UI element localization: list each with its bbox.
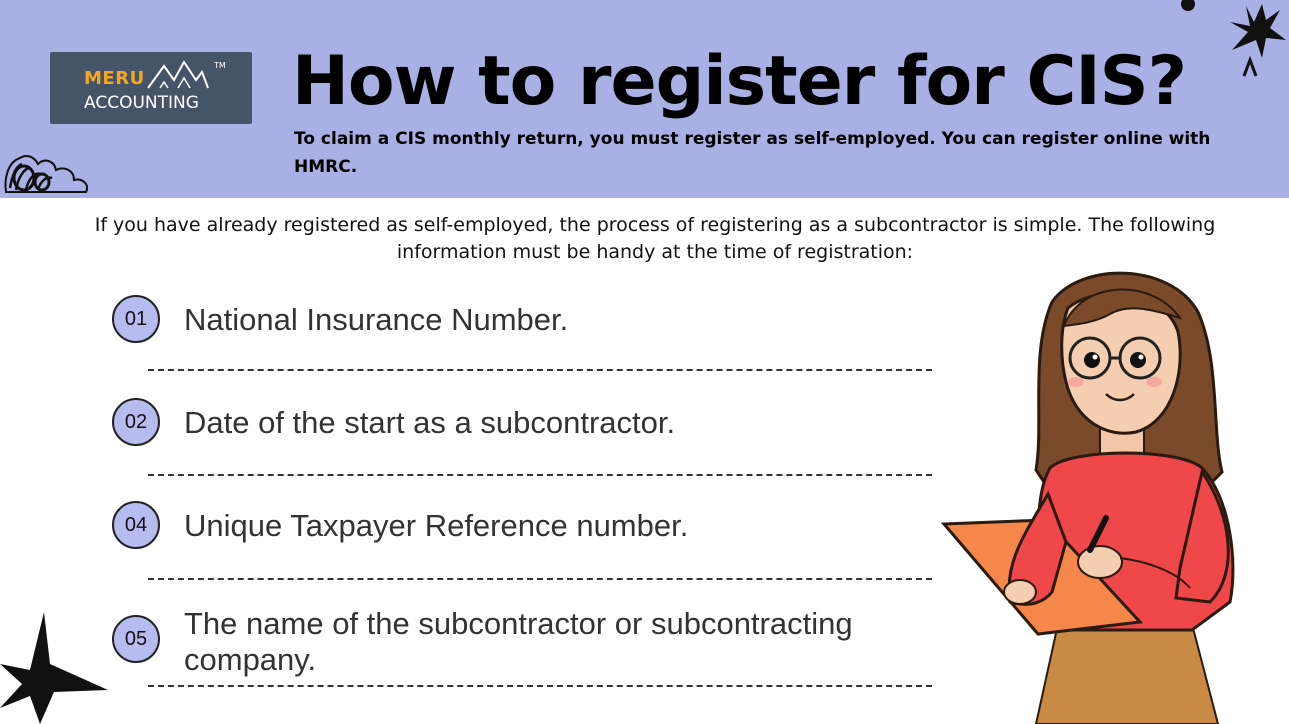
mountain-logo-icon <box>146 58 210 92</box>
star-doodle-icon <box>0 612 112 724</box>
logo-trademark: TM <box>214 61 226 70</box>
step-number-badge: 02 <box>112 398 160 446</box>
intro-paragraph: If you have already registered as self-employed, the process of registering as a subcontractor is simple. The following information must be handy at the time of registration: <box>94 214 1216 263</box>
step-number-badge: 04 <box>112 501 160 549</box>
step-text: Unique Taxpayer Reference number. <box>184 508 689 543</box>
step-text: The name of the subcontractor or subcontracting company. <box>184 606 853 677</box>
meru-accounting-logo <box>50 52 252 124</box>
step-text: Date of the start as a subcontractor. <box>184 405 676 440</box>
star-doodle-icon <box>1170 0 1289 80</box>
dashed-divider <box>148 474 932 476</box>
dashed-divider <box>148 369 932 371</box>
scribble-cloud-icon <box>2 148 94 198</box>
page-subtitle: To claim a CIS monthly return, you must register as self-employed. You can register online with HMRC. <box>294 129 1211 177</box>
step-text: National Insurance Number. <box>184 302 569 337</box>
woman-with-clipboard-illustration <box>940 262 1260 724</box>
step-number-badge: 01 <box>112 295 160 343</box>
logo-brand: MERU <box>84 68 145 89</box>
dashed-divider <box>148 685 932 687</box>
step-number-badge: 05 <box>112 615 160 663</box>
header-banner <box>0 0 1289 198</box>
page-title: How to register for CIS? <box>292 42 1187 121</box>
dashed-divider <box>148 578 932 580</box>
logo-tagline: ACCOUNTING <box>84 93 199 113</box>
